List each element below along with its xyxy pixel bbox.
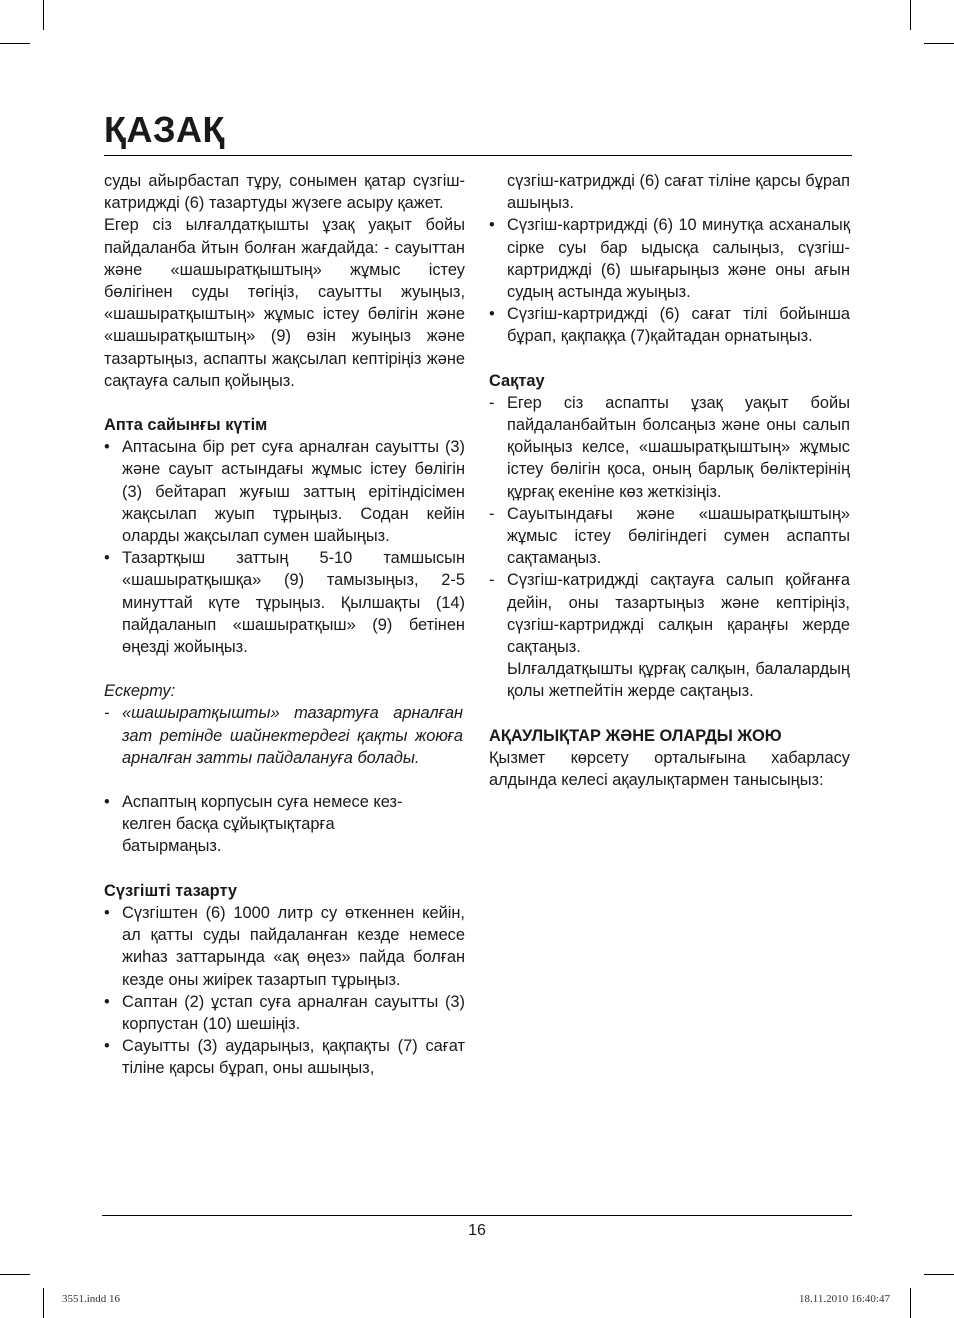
heading-filter-cleaning: Сүзгішті тазарту bbox=[104, 881, 238, 900]
left-column bbox=[104, 170, 465, 1080]
list-item: • Тазартқыш заттың 5-10 тамшысын «шашыратқышқа» (9) тамызыңыз, 2-5 минуттай күте тұрыңыз. Қылшақты (14) пайдаланып «шашыратқыш» (9) бетінен өңезді жойыңыз. bbox=[104, 549, 465, 657]
crop-mark bbox=[0, 43, 30, 44]
storage-list bbox=[489, 392, 850, 658]
paragraph-faults: Қызмет көрсету орталығына хабарласу алдында келесі ақаулықтармен танысыңыз: bbox=[489, 748, 850, 790]
list-item: - Сауытындағы және «шашыратқыштың» жұмыс істеу бөлігіндегі сумен аспапты сақтамаңыз. bbox=[489, 504, 850, 568]
note-list bbox=[104, 702, 465, 769]
list-item: • Аптасына бір рет суға арналған сауытты (3) және сауыт астындағы жұмыс істеу бөлігін (3) бейтарап жуғыш заттың ерітіндісімен жақсылап жуып тұрыңыз. Содан кейін оларды жақсылап сумен шайыңыз. bbox=[104, 438, 465, 546]
list-item: • Саптан (2) ұстап суға арналған сауытты (3) корпустан (10) шешіңіз. bbox=[104, 992, 465, 1033]
page-number: 16 bbox=[468, 1222, 486, 1239]
note-label: Ескерту: bbox=[104, 682, 176, 701]
list-item: - Егер сіз аспапты ұзақ уақыт бойы пайдаланбайтын болсаңыз және оны салып қойыңыз келсе, «шашыратқыштың» жұмыс істеу бөлігін қоса, оның барлық бөліктерінің құрғақ екеніне көз жеткізіңіз. bbox=[489, 393, 850, 501]
weekly-care-list bbox=[104, 436, 465, 658]
right-column bbox=[489, 170, 850, 791]
list-item: - «шашыратқышты» тазартуға арналған зат ретінде шайнектердегі қақты жоюға арналған затты пайдалануға болады. bbox=[104, 704, 463, 767]
slug-datetime: 18.11.2010 16:40:47 bbox=[799, 1293, 890, 1305]
storage-extra: Ылғалдатқышты құрғақ салқын, балалардың қолы жетпейтін жерде сақтаңыз. bbox=[507, 660, 850, 701]
heading-storage: Сақтау bbox=[489, 371, 545, 390]
list-item: • Сүзгіш-картриджді (6) 10 минутқа асханалық сірке суы бар ыдысқа салыңыз, сүзгіш-картриджді (6) шығарыңыз және оны ағын судың астында жуыңыз. bbox=[489, 216, 850, 302]
list-item: • Сауытты (3) аударыңыз, қақпақты (7) сағат тіліне қарсы бұрап, оны ашыңыз, bbox=[104, 1037, 465, 1078]
paragraph-intro: суды айырбастап тұру, сонымен қатар сүзгіш-катриджді (6) тазартуды жүзеге асыру қажет. bbox=[104, 172, 465, 213]
heading-faults: АҚАУЛЫҚТАР ЖӘНЕ ОЛАРДЫ ЖОЮ bbox=[489, 726, 782, 745]
heading-weekly-care: Апта сайынғы күтім bbox=[104, 416, 268, 435]
filter-cleaning-list bbox=[104, 902, 465, 1080]
list-item: • Сүзгіш-картриджді (6) сағат тілі бойынша бұрап, қақпаққа (7)қайтадан орнатыңыз. bbox=[489, 305, 850, 346]
crop-mark bbox=[910, 1288, 911, 1318]
crop-mark bbox=[0, 1274, 30, 1275]
paragraph-long-storage: Егер сіз ылғалдатқышты ұзақ уақыт бойы пайдаланба йтын болған жағдайда: - сауыттан және «шашыратқыштың» жұмыс істеу бөлігінен суды төгіңіз, сауытты жуыңыз, «шашыратқыштың» жұмыс істеу бөлігін және «шашыратқыштың» (9) өзін жуыңыз және тазартыңыз, аспапты жақсылап кептіріңіз және сақтауға салып қойыңыз. bbox=[104, 216, 465, 390]
header-rule bbox=[104, 155, 852, 156]
list-item: • Аспаптың корпусын суға немесе кез-келген басқа сұйықтықтарға батырмаңыз. bbox=[104, 793, 403, 856]
footer-rule bbox=[102, 1215, 852, 1216]
filter-cleaning-list-continued bbox=[489, 214, 850, 347]
paragraph-continued: сүзгіш-катриджді (6) сағат тіліне қарсы бұрап ашыңыз. bbox=[507, 172, 850, 213]
crop-mark bbox=[43, 0, 44, 30]
crop-mark bbox=[43, 1288, 44, 1318]
warning-list bbox=[104, 791, 465, 858]
slug-filename: 3551.indd 16 bbox=[62, 1293, 121, 1305]
list-item: - Сүзгіш-катриджді сақтауға салып қойғанға дейін, оны тазартыңыз және кептіріңіз, сүзгіш-картриджді салқын қараңғы жерде сақтаңыз. bbox=[489, 571, 850, 657]
crop-mark bbox=[924, 43, 954, 44]
page-title: ҚАЗАҚ bbox=[104, 109, 225, 150]
list-item: • Сүзгіштен (6) 1000 литр су өткеннен кейін, ал қатты суды пайдаланған кезде немесе жиһаз заттарында «ақ өңез» пайда болған кезде оны жиірек тазартып тұрыңыз. bbox=[104, 903, 465, 989]
crop-mark bbox=[924, 1274, 954, 1275]
crop-mark bbox=[910, 0, 911, 30]
